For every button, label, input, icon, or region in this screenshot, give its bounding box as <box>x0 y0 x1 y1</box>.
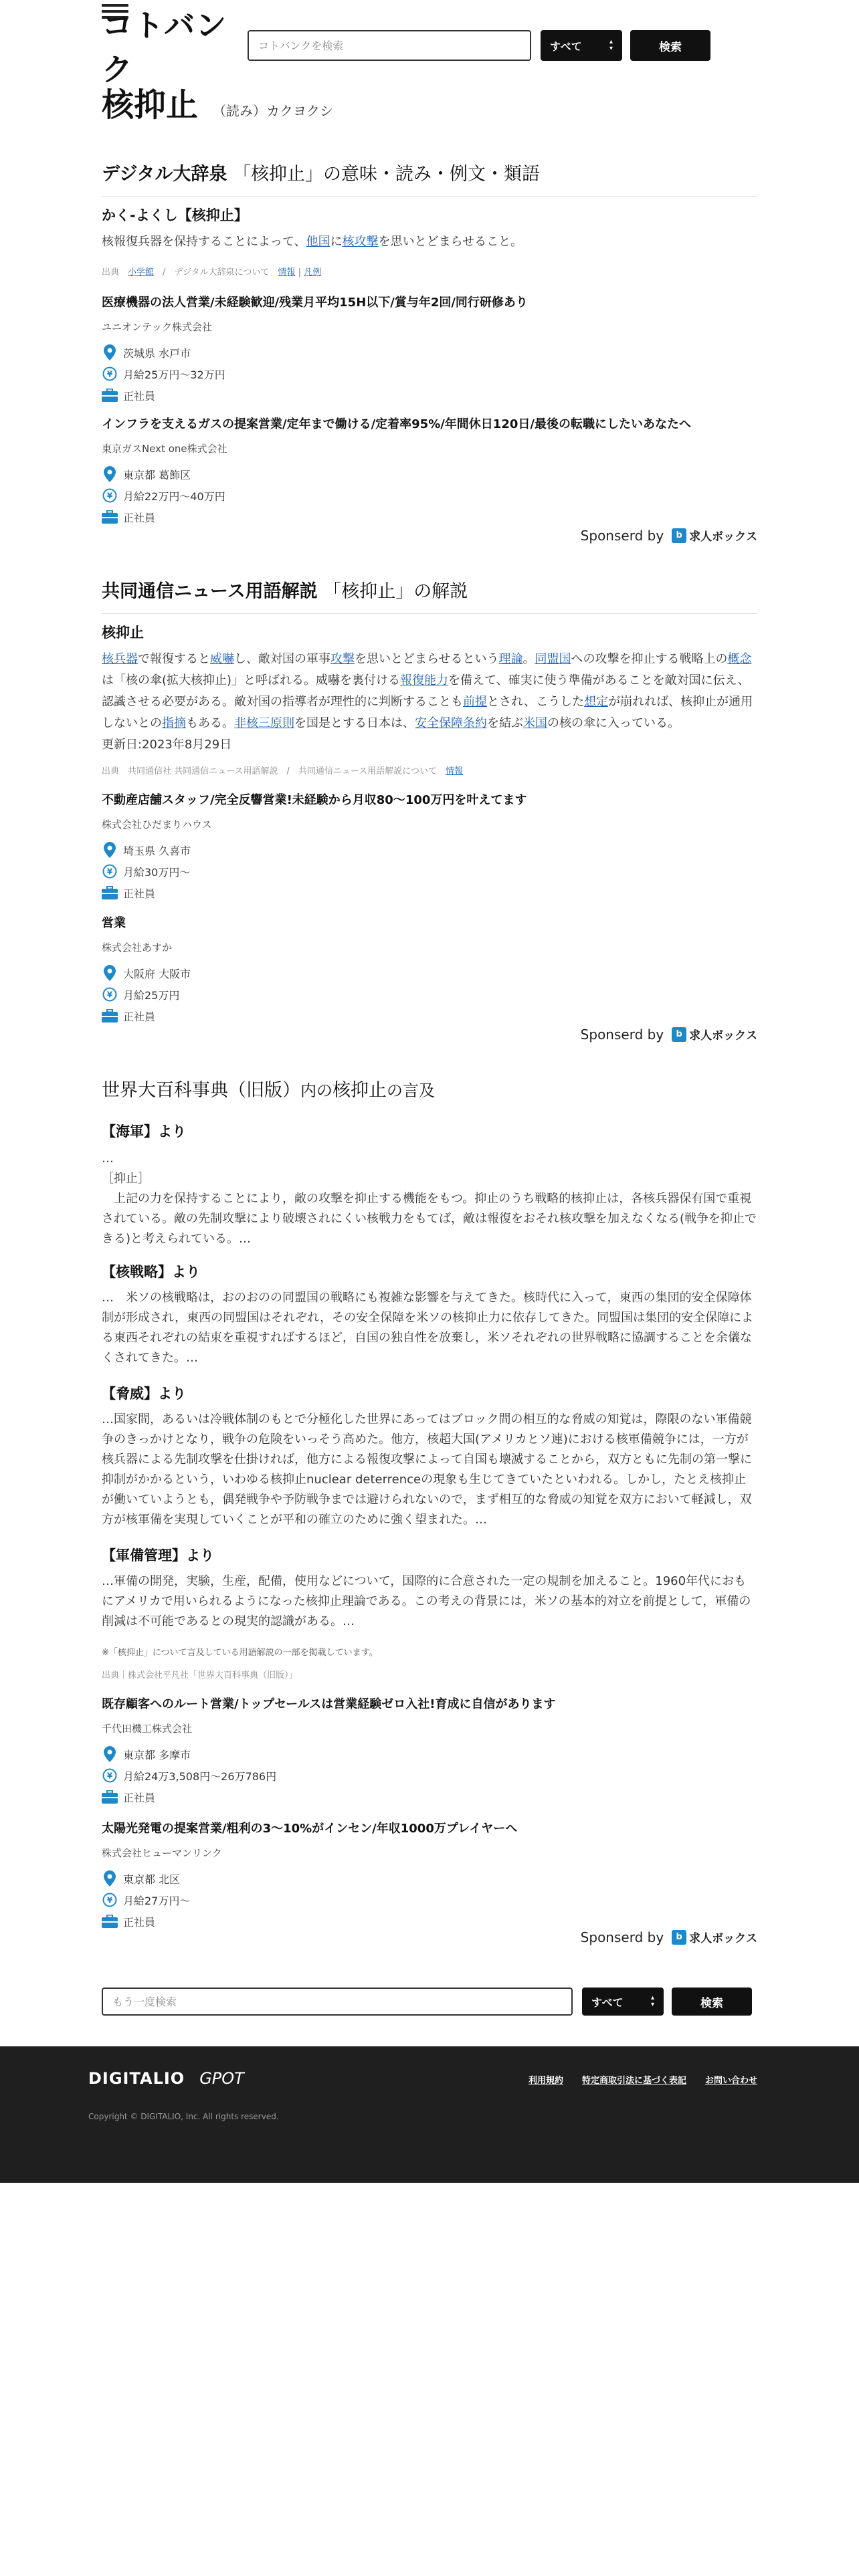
briefcase-icon <box>102 387 118 403</box>
ellipsis: … <box>102 1152 114 1166</box>
source-link-info[interactable]: 情報 <box>278 267 296 278</box>
reading: （読み）カクヨクシ <box>213 103 334 119</box>
briefcase-icon <box>102 1913 118 1929</box>
job-location: 大阪府 大阪市 <box>123 967 191 980</box>
yen-icon <box>102 1767 118 1784</box>
def-part: 核報復兵器を保持することによって、 <box>102 235 306 249</box>
job-title[interactable]: 不動産店舗スタッフ/完全反響営業!未経験から月収80〜100万円を叶えてます <box>102 793 527 807</box>
text-part: を思いとどまらせるという <box>355 652 499 666</box>
term-link[interactable]: 非核三原則 <box>234 716 294 730</box>
source-credit: 出典｜株式会社平凡社「世界大百科事典（旧版）」 <box>102 1671 298 1681</box>
job-location-row <box>102 842 757 858</box>
section-source-name: デジタル大辞泉 <box>102 164 227 185</box>
briefcase-icon <box>102 509 118 525</box>
def-part: に <box>330 235 343 249</box>
mention-note: ※「核抑止」について言及している用語解説の一部を掲載しています。 <box>102 1648 378 1658</box>
svg-text:¥: ¥ <box>106 1895 113 1905</box>
job-salary-row <box>102 366 757 382</box>
job-salary-row <box>102 488 757 504</box>
job-type: 正社員 <box>123 1915 156 1929</box>
kyujinbox-name: 求人ボックス <box>689 1029 757 1043</box>
gpot-logo[interactable]: GPOT <box>199 2069 244 2088</box>
job-company: 千代田機工株式会社 <box>102 1723 193 1735</box>
mention-text-arms-control: …軍備の開発，実験，生産，配備，使用などについて，国際的に合意された一定の規制を加えること。1960年代におもにアメリカで用いられるようになった核抑止理論である。この考えの背景には，米ソの基本的対立を前提として，軍備の削減は不可能であるとの現実的認識がある。… <box>102 1574 751 1628</box>
term-link[interactable]: 想定 <box>584 695 609 709</box>
term-link[interactable]: 概念 <box>727 652 752 666</box>
location-pin-icon <box>102 1746 118 1762</box>
source-prefix: 出典 <box>102 766 120 776</box>
term-link[interactable]: 前提 <box>463 695 487 709</box>
job-salary: 月給22万円〜40万円 <box>123 490 225 503</box>
mention-body: 上記の力を保持することにより，敵の攻撃を抑止する機能をもつ。抑止のうち戦略的核抑止は，各核兵器保有国で重視されている。敵の先制攻撃により破壊されにくい核戦力をもてば，敵は報復をおそれ核攻撃を加えなくなる(戦争を抑止できる)と考えられている。… <box>102 1192 757 1246</box>
briefcase-icon <box>102 885 118 901</box>
job-company: ユニオンテック株式会社 <box>102 321 213 333</box>
svg-text:¥: ¥ <box>106 369 113 379</box>
kyujinbox-icon: b <box>672 1027 686 1042</box>
text-part: は「核の傘(拡大核抑止)」と呼ばれる。威嚇を裏付ける <box>102 673 401 687</box>
job-card[interactable] <box>102 790 757 901</box>
headword: 核抑止 <box>102 86 199 124</box>
yen-icon <box>102 986 118 1002</box>
job-salary-row <box>102 1892 757 1908</box>
source-link-legend[interactable]: 凡例 <box>304 267 322 278</box>
sponsor-label: Sponserd by <box>580 1026 664 1043</box>
footer-link-contact[interactable]: お問い合わせ <box>704 2076 757 2086</box>
job-location-row <box>102 466 757 482</box>
source-about: 共同通信ニュース用語解説について <box>298 766 437 776</box>
job-salary: 月給24万3,508円〜26万786円 <box>123 1769 277 1783</box>
heading-part: 核抑止 <box>332 1080 387 1101</box>
job-company: 東京ガスNext one株式会社 <box>102 443 227 455</box>
location-pin-icon <box>102 466 118 482</box>
job-type-row <box>102 885 757 901</box>
section-heading-daijisen <box>102 159 757 197</box>
job-card[interactable] <box>102 914 757 1024</box>
job-card[interactable] <box>102 1819 757 1929</box>
mention-heading-nuclear-strategy[interactable]: 【核戦略】より <box>102 1264 200 1280</box>
text-part: し、敵対国の軍事 <box>234 652 330 666</box>
job-type-row <box>102 1789 757 1805</box>
text-part: の核の傘に入っている。 <box>547 716 680 730</box>
bottom-search-scope-select[interactable] <box>582 1988 664 2016</box>
search-scope-select[interactable] <box>541 30 622 61</box>
job-title[interactable]: 既存顧客へのルート営業/トップセールスは営業経験ゼロ入社!育成に自信があります <box>102 1697 556 1711</box>
select-caret-icon: ▴ ▾ <box>650 1994 654 2008</box>
svg-text:¥: ¥ <box>106 990 113 1000</box>
footer-link-commerce-law[interactable]: 特定商取引法に基づく表記 <box>581 2076 686 2086</box>
job-location: 茨城県 水戸市 <box>123 346 191 360</box>
term-link[interactable]: 指摘 <box>162 716 186 730</box>
job-type: 正社員 <box>123 389 156 403</box>
location-pin-icon <box>102 965 118 981</box>
source-link-publisher[interactable]: 小学館 <box>128 267 155 278</box>
job-type: 正社員 <box>123 887 156 900</box>
term-link[interactable]: 米国 <box>523 716 547 730</box>
digitalio-logo[interactable]: DIGITALIO <box>88 2069 185 2088</box>
mention-heading-navy[interactable]: 【海軍】より <box>102 1123 186 1140</box>
kyujinbox-name: 求人ボックス <box>689 530 757 544</box>
job-type-row <box>102 387 757 403</box>
section-heading-text: 「核抑止」の意味・読み・例文・類語 <box>232 164 540 185</box>
definition-text <box>102 231 757 253</box>
kyujinbox-logo[interactable] <box>672 1929 757 1945</box>
site-logo[interactable]: コトバンク <box>102 7 227 88</box>
search-scope-label: すべて <box>550 39 582 53</box>
job-salary-row <box>102 1767 757 1784</box>
heading-part: 世界大百科事典（旧版） <box>102 1080 300 1101</box>
section-heading-text: 「核抑止」の解説 <box>323 581 468 602</box>
job-location-row <box>102 1870 757 1887</box>
job-location: 埼玉県 久喜市 <box>123 844 191 857</box>
text-part: もある。 <box>186 716 234 730</box>
sponsor-credit <box>581 527 757 544</box>
link-nuclear-attack[interactable]: 核攻撃 <box>342 235 379 249</box>
copyright: Copyright © DIGITALIO, Inc. All rights reserved. <box>88 2112 279 2121</box>
def-part: を思いとどまらせること。 <box>378 235 523 249</box>
job-type-row <box>102 1913 757 1929</box>
job-title[interactable]: インフラを支えるガスの提案営業/定年まで働ける/定着率95%/年間休日120日/最後の転職にしたいあなたへ <box>102 417 691 431</box>
footer-link-terms[interactable]: 利用規約 <box>528 2076 563 2086</box>
source-prefix: 出典 <box>102 267 120 278</box>
job-salary-row <box>102 863 757 879</box>
svg-text:¥: ¥ <box>106 867 113 877</box>
job-company: 株式会社ヒューマンリンク <box>102 1847 222 1859</box>
term-link[interactable]: 攻撃 <box>330 652 355 666</box>
mention-heading-threat[interactable]: 【脅威】より <box>102 1386 186 1402</box>
job-salary: 月給30万円〜 <box>123 865 191 879</box>
yen-icon <box>102 1892 118 1908</box>
updated-date: 更新日:2023年8月29日 <box>102 738 232 752</box>
job-company: 株式会社あすか <box>102 942 173 954</box>
location-pin-icon <box>102 842 118 858</box>
yen-icon <box>102 863 118 879</box>
text-part: 。 <box>522 652 535 666</box>
section-heading-heibonsha <box>102 1075 757 1112</box>
site-header <box>102 7 757 88</box>
source-credit: 出典 小学館 / デジタル大辞泉について 情報 | 凡例 <box>102 267 322 278</box>
job-type: 正社員 <box>123 1010 156 1023</box>
job-salary: 月給25万円〜32万円 <box>123 368 225 381</box>
location-pin-icon <box>102 1870 118 1887</box>
heading-part: の言及 <box>387 1081 435 1100</box>
subheading: ［抑止］ <box>102 1172 150 1186</box>
mention-text-navy <box>102 1149 757 1249</box>
bottom-search-button[interactable]: 検索 <box>672 1988 752 2016</box>
job-location-row <box>102 344 757 360</box>
footer-logos <box>88 2069 244 2088</box>
mention-text-threat: …国家間，あるいは冷戦体制のもとで分極化した世界にあってはブロック間の相互的な脅威の知覚は，際限のない軍備競争のきっかけとなり，戦争の危険をいっそう高めた。他方，核超大国(アメリカとソ連)における核軍備競争には，一方が核兵器による先制攻撃を仕掛ければ，他方による報復攻撃によって自国も壊滅することから，双方ともに先制の第一撃に抑制がかかるという，いわゆる核抑止nuclear deterrenceの現象も生じてきていたといわれる。しかし，たとえ核抑止が働いていようとも，偶発戦争や予防戦争までは避けられないので，まず相互的な脅威の知覚を双方において軽減し，双方が核軍備を実現していくことが平和の確立のために強く望まれた。… <box>102 1412 752 1527</box>
mention-heading-arms-control[interactable]: 【軍備管理】より <box>102 1547 214 1564</box>
page-title <box>102 79 333 125</box>
job-title[interactable]: 営業 <box>102 916 126 930</box>
job-type: 正社員 <box>123 511 156 524</box>
kyujinbox-logo[interactable] <box>672 527 757 544</box>
heading-part: 内の <box>300 1081 332 1100</box>
job-location: 東京都 北区 <box>123 1872 181 1886</box>
explanation-text <box>102 649 757 756</box>
location-pin-icon <box>102 344 118 360</box>
term-link[interactable]: 理論 <box>498 652 523 666</box>
job-location: 東京都 葛飾区 <box>123 468 191 481</box>
sponsor-credit <box>581 1026 757 1043</box>
site-footer <box>0 2046 859 2183</box>
sponsor-label: Sponserd by <box>580 1929 664 1945</box>
job-location: 東京都 多摩市 <box>123 1748 191 1761</box>
job-salary-row <box>102 986 757 1002</box>
job-salary: 月給25万円 <box>123 988 180 1002</box>
svg-text:¥: ¥ <box>106 1771 113 1781</box>
select-caret-icon: ▴ ▾ <box>609 38 613 52</box>
kyujinbox-logo[interactable] <box>672 1026 757 1043</box>
kyujinbox-name: 求人ボックス <box>689 1932 757 1945</box>
term-link[interactable]: 安全保障条約 <box>415 716 487 730</box>
job-card[interactable] <box>102 415 757 525</box>
search-scope-label: すべて <box>591 1996 624 2009</box>
text-part: を備えて、確実に使う準備があることを敵対国に伝え、認識させる必要がある。敵対国の指導者が理性的に判断することも <box>102 673 750 709</box>
mention-text-nuclear-strategy: … 米ソの核戦略は，おのおのの同盟国の戦略にも複雑な影響を与えてきた。核時代に入って，東西の集団的安全保障体制が形成され，東西の同盟国はそれぞれ，その安全保障を米ソの核抑止力に依存してきた。同盟国は集団的安全保障による東西それぞれの結束を重視すればするほど，自国の独自性を放棄し，米ソそれぞれの世界戦略に協調することを余儀なくされてきた。… <box>102 1291 754 1365</box>
text-part: が崩れれば、核抑止が通用しないとの <box>102 695 753 730</box>
job-card[interactable] <box>102 1695 757 1805</box>
link-other-country[interactable]: 他国 <box>306 235 330 249</box>
job-type-row <box>102 509 757 525</box>
entry-heading: かく‐よくし【核抑止】 <box>102 207 248 223</box>
term-link[interactable]: 同盟国 <box>535 652 571 666</box>
job-location-row <box>102 1746 757 1762</box>
entry-heading: 核抑止 <box>102 625 144 641</box>
term-link[interactable]: 核兵器 <box>102 652 138 666</box>
job-salary: 月給27万円〜 <box>123 1894 191 1907</box>
sponsor-credit <box>581 1929 757 1945</box>
sponsor-label: Sponserd by <box>580 527 664 544</box>
yen-icon <box>102 488 118 504</box>
source-credit: 出典 共同通信社 共同通信ニュース用語解説 / 共同通信ニュース用語解説について 情報 <box>102 766 464 776</box>
text-part: で報復すると <box>138 652 210 666</box>
job-title[interactable]: 太陽光発電の提案営業/粗利の3〜10%がインセン/年収1000万プレイヤーへ <box>102 1822 518 1836</box>
kyujinbox-icon: b <box>672 1930 686 1945</box>
job-card[interactable] <box>102 293 757 403</box>
job-company: 株式会社ひだまりハウス <box>102 819 212 831</box>
text-part: とされ、こうした <box>487 695 585 709</box>
source-link-info[interactable]: 情報 <box>446 766 464 776</box>
footer-links <box>529 2073 757 2086</box>
text-part: への攻撃を抑止する戦略上の <box>571 652 728 666</box>
term-link[interactable]: 報復能力 <box>400 673 449 687</box>
source-about: デジタル大辞泉について <box>174 267 270 278</box>
term-link[interactable]: 威嚇 <box>210 652 234 666</box>
job-type: 正社員 <box>123 1791 156 1804</box>
source-name: 共同通信社 共同通信ニュース用語解説 <box>128 766 278 776</box>
search-input[interactable] <box>248 30 531 61</box>
svg-text:¥: ¥ <box>106 491 113 501</box>
kyujinbox-icon: b <box>672 528 686 543</box>
job-location-row <box>102 965 757 981</box>
text-part: を国是とする日本は、 <box>294 716 415 730</box>
job-type-row <box>102 1008 757 1024</box>
yen-icon <box>102 366 118 382</box>
section-heading-kyodo <box>102 576 757 614</box>
bottom-search-input[interactable] <box>102 1988 573 2016</box>
section-source-name: 共同通信ニュース用語解説 <box>102 581 318 602</box>
briefcase-icon <box>102 1008 118 1024</box>
job-title[interactable]: 医療機器の法人営業/未経験歓迎/残業月平均15H以下/賞与年2回/同行研修あり <box>102 296 528 310</box>
text-part: を結ぶ <box>487 716 523 730</box>
briefcase-icon <box>102 1789 118 1805</box>
bottom-search <box>102 1988 752 2016</box>
search-button[interactable]: 検索 <box>630 30 710 61</box>
